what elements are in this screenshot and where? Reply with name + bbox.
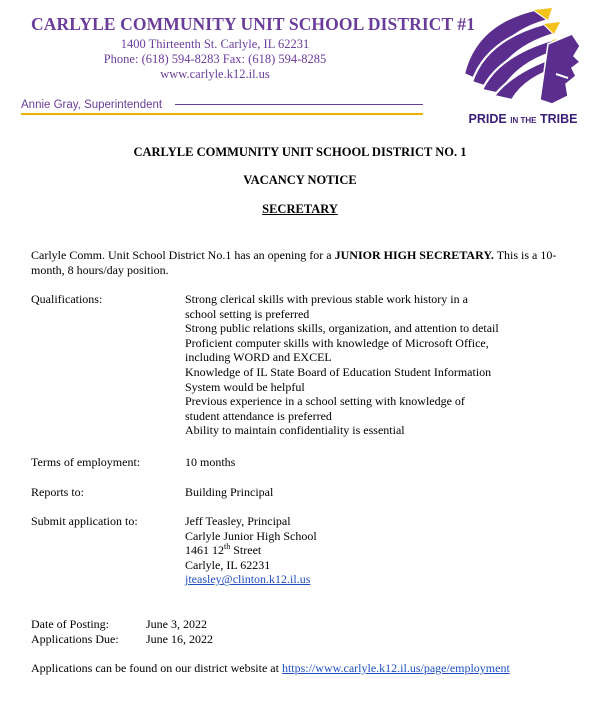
city-state-zip: Carlyle, IL 62231 [185,557,271,572]
intro-before: Carlyle Comm. Unit School District No.1 has an opening for a [31,248,335,262]
school-name: Carlyle Junior High School [185,528,317,543]
qualification-line: Ability to maintain confidentiality is essential [185,423,405,438]
terms-value: 10 months [185,455,236,469]
letterhead-rule-purple [175,104,423,105]
terms-label: Terms of employment: [31,455,141,469]
intro-after: This is a 10-month, 8 hours/day position. [31,248,557,277]
superintendent-name: Annie Gray, Superintendent [21,99,163,111]
footer-text [31,661,510,676]
street-ordinal: th [224,542,231,552]
district-name: CARLYLE COMMUNITY UNIT SCHOOL DISTRICT #1 [31,14,476,34]
district-address: 1400 Thirteenth St. Carlyle, IL 62231 [120,37,310,51]
position-title: SECRETARY [262,202,338,216]
intro-position: JUNIOR HIGH SECRETARY. [334,248,494,262]
qualification-line: Proficient computer skills with knowledge of Microsoft Office, [185,335,489,350]
pride-in-the-tribe-tagline [452,112,594,126]
due-date-label: Applications Due: [31,632,119,646]
letterhead-rule-gold [21,113,423,115]
employment-page-link[interactable]: https://www.carlyle.k12.il.us/page/employment [281,661,510,675]
qualification-line: System would be helpful [185,379,305,394]
posting-date-value: June 3, 2022 [146,617,207,631]
reports-to-value: Building Principal [185,485,274,499]
tagline-in-the: IN THE [510,116,537,125]
footer-sentence: Applications can be found on our district website at [31,661,282,675]
submit-application-label: Submit application to: [31,514,138,528]
indian-chief-headdress-logo-icon [456,4,586,106]
tagline-tribe: TRIBE [539,112,578,126]
district-phone-fax: Phone: (618) 594-8283 Fax: (618) 594-8285 [103,52,327,66]
reports-to-label: Reports to: [31,485,84,499]
qualification-line: Knowledge of IL State Board of Education Student Information [185,364,492,379]
qualification-line: Strong public relations skills, organization, and attention to detail [185,321,499,336]
qualification-line: Previous experience in a school setting with knowledge of [185,394,465,409]
qualification-line: school setting is preferred [185,306,310,321]
due-date-value: June 16, 2022 [146,632,213,646]
district-website: www.carlyle.k12.il.us [160,67,270,81]
qualification-line: including WORD and EXCEL [185,350,332,365]
intro-paragraph [31,248,579,277]
street-number: 1461 12 [185,543,224,558]
submit-application-address [185,514,317,587]
qualifications-label: Qualifications: [31,292,103,306]
principal-email-link[interactable]: jteasley@clinton.k12.il.us [185,572,311,587]
principal-name: Jeff Teasley, Principal [185,514,291,528]
qualification-line: student attendance is preferred [185,408,332,423]
qualifications-list [185,292,499,438]
qualification-line: Strong clerical skills with previous stable work history in a [185,292,468,306]
notice-type: VACANCY NOTICE [243,173,357,187]
street-address [185,543,317,558]
notice-heading: CARLYLE COMMUNITY UNIT SCHOOL DISTRICT NO. 1 [133,145,467,159]
street-name: Street [230,543,262,558]
tagline-pride: PRIDE [468,112,507,126]
posting-date-label: Date of Posting: [31,617,109,631]
